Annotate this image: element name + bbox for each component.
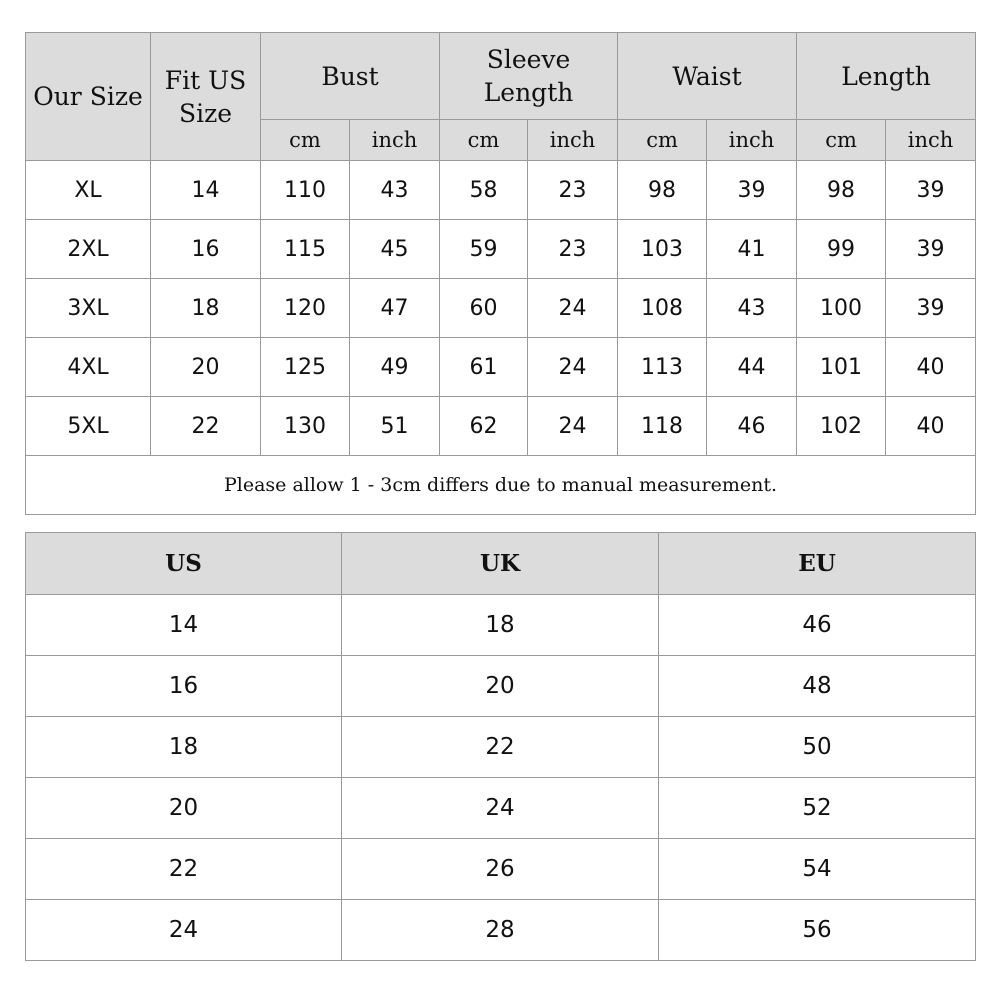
header-row (26, 33, 976, 120)
note-row (26, 456, 976, 515)
size-row (26, 161, 976, 220)
table-cell: 100 (797, 279, 886, 338)
table-cell: 40 (886, 397, 976, 456)
size-chart-table (25, 32, 976, 515)
table-cell: 24 (26, 900, 342, 961)
size-conversion-table (25, 532, 976, 961)
conversion-row (26, 656, 976, 717)
size-row (26, 279, 976, 338)
table-cell: 45 (350, 220, 440, 279)
table-cell: 40 (886, 338, 976, 397)
table-cell: 50 (659, 717, 976, 778)
table-cell: 44 (707, 338, 797, 397)
table-cell: 43 (350, 161, 440, 220)
header-eu: EU (659, 533, 976, 595)
table-cell: 18 (26, 717, 342, 778)
table-cell: 18 (151, 279, 261, 338)
table-cell: 20 (26, 778, 342, 839)
conversion-row (26, 595, 976, 656)
table-cell: 101 (797, 338, 886, 397)
header-waist: Waist (618, 33, 797, 120)
table-cell: 59 (440, 220, 528, 279)
size-row (26, 338, 976, 397)
header-uk: UK (342, 533, 659, 595)
table-cell: XL (26, 161, 151, 220)
table-cell: 130 (261, 397, 350, 456)
table-cell: 14 (151, 161, 261, 220)
table-cell: 62 (440, 397, 528, 456)
table-cell: 60 (440, 279, 528, 338)
unit-cell: cm (261, 120, 350, 161)
table-cell: 58 (440, 161, 528, 220)
table-cell: 14 (26, 595, 342, 656)
table-cell: 115 (261, 220, 350, 279)
table-cell: 24 (342, 778, 659, 839)
table-cell: 26 (342, 839, 659, 900)
table-cell: 24 (528, 279, 618, 338)
table-cell: 18 (342, 595, 659, 656)
table-cell: 120 (261, 279, 350, 338)
table-cell: 46 (659, 595, 976, 656)
table-cell: 16 (26, 656, 342, 717)
table-cell: 108 (618, 279, 707, 338)
table-cell: 102 (797, 397, 886, 456)
table-cell: 20 (151, 338, 261, 397)
header-sleeve-length: Sleeve Length (440, 33, 618, 120)
conversion-row (26, 900, 976, 961)
table-cell: 98 (618, 161, 707, 220)
conversion-header-row (26, 533, 976, 595)
table-cell: 43 (707, 279, 797, 338)
table-cell: 20 (342, 656, 659, 717)
unit-cell: inch (707, 120, 797, 161)
table-cell: 54 (659, 839, 976, 900)
table-cell: 16 (151, 220, 261, 279)
header-fit-us-size: Fit US Size (151, 33, 261, 161)
table-cell: 110 (261, 161, 350, 220)
unit-cell: cm (618, 120, 707, 161)
header-length: Length (797, 33, 976, 120)
table-cell: 103 (618, 220, 707, 279)
header-us: US (26, 533, 342, 595)
table-cell: 22 (342, 717, 659, 778)
conversion-row (26, 717, 976, 778)
table-cell: 22 (151, 397, 261, 456)
table-cell: 99 (797, 220, 886, 279)
unit-cell: inch (886, 120, 976, 161)
size-row (26, 397, 976, 456)
table-cell: 46 (707, 397, 797, 456)
conversion-row (26, 778, 976, 839)
table-cell: 39 (707, 161, 797, 220)
table-cell: 52 (659, 778, 976, 839)
table-cell: 3XL (26, 279, 151, 338)
table-cell: 22 (26, 839, 342, 900)
table-cell: 23 (528, 161, 618, 220)
conversion-body (26, 595, 976, 961)
table-cell: 2XL (26, 220, 151, 279)
table-cell: 23 (528, 220, 618, 279)
measurement-note: Please allow 1 - 3cm differs due to manual measurement. (26, 456, 976, 515)
table-cell: 4XL (26, 338, 151, 397)
table-cell: 5XL (26, 397, 151, 456)
table-cell: 125 (261, 338, 350, 397)
unit-cell: cm (797, 120, 886, 161)
table-cell: 39 (886, 220, 976, 279)
table-cell: 47 (350, 279, 440, 338)
header-our-size: Our Size (26, 33, 151, 161)
table-cell: 39 (886, 161, 976, 220)
header-bust: Bust (261, 33, 440, 120)
table-cell: 28 (342, 900, 659, 961)
table-cell: 98 (797, 161, 886, 220)
table-cell: 39 (886, 279, 976, 338)
unit-cell: cm (440, 120, 528, 161)
size-row (26, 220, 976, 279)
unit-cell: inch (528, 120, 618, 161)
table-cell: 41 (707, 220, 797, 279)
table-cell: 49 (350, 338, 440, 397)
table-cell: 56 (659, 900, 976, 961)
table-cell: 61 (440, 338, 528, 397)
table-cell: 113 (618, 338, 707, 397)
size-chart-body (26, 161, 976, 456)
table-cell: 48 (659, 656, 976, 717)
table-cell: 24 (528, 338, 618, 397)
table-cell: 24 (528, 397, 618, 456)
conversion-row (26, 839, 976, 900)
unit-cell: inch (350, 120, 440, 161)
table-cell: 118 (618, 397, 707, 456)
table-cell: 51 (350, 397, 440, 456)
